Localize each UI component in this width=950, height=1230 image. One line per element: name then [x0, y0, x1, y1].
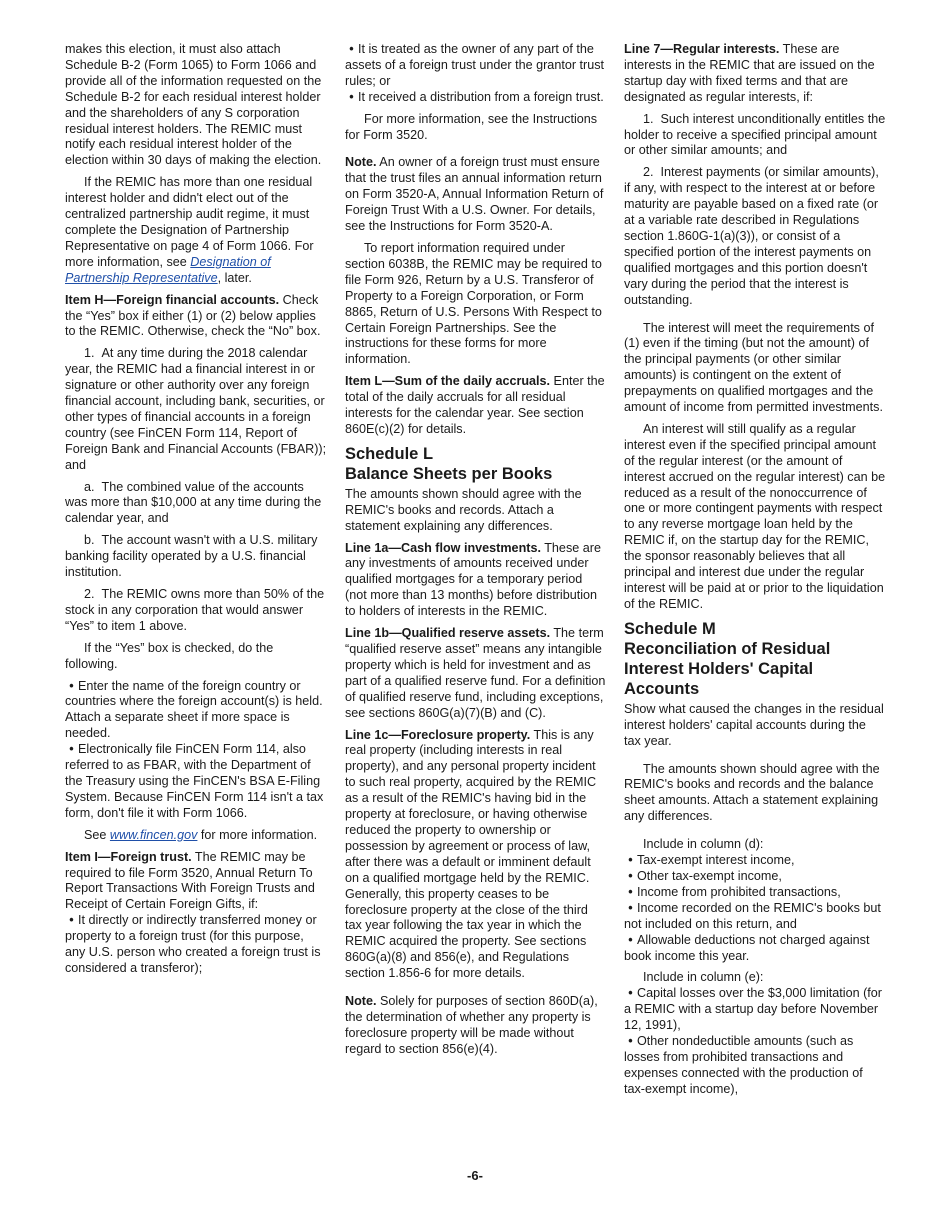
- yes-box-intro: If the “Yes” box is checked, do the following.: [65, 640, 274, 671]
- column-d-intro: Include in column (d):: [643, 837, 764, 852]
- section-6038b-paragraph: To report information required under section 6038B, the REMIC may be required to file Form 926, Return by a U.S. Transferor of Property to a Foreign Corporation, or Form 8865, Return of U.S. Persons With Respect to Certain Foreign Partnerships. See the instructions for these forms for more information.: [345, 240, 602, 367]
- line-1b-paragraph: Line 1b—Qualified reserve assets. The term “qualified reserve asset” means any intangible property which is held for investment and as part of a qualified reserve fund. For a definition of qualified reserve fund, including exceptions, see sections 860G(a)(7)(B) and (C).: [345, 626, 606, 720]
- note-label: Note.: [345, 994, 377, 1009]
- requirements-paragraph: The interest will meet the requirements of (1) even if the timing (but not the amount) of the principal payments (or other similar amounts) is contingent on the extent of prepayments on qualified mortgages and the amount of income from permitted investments.: [624, 320, 883, 415]
- partnership-rep-paragraph: If the REMIC has more than one residual interest holder and didn't elect out of the centralized partnership audit regime, it must complete the Designation of Partnership Representative on page 4 of Form 1066. For more information, see Designation of Partnership Representative, later.: [65, 175, 314, 285]
- list-item: • Other tax-exempt income,: [624, 869, 886, 885]
- item-i-heading: Item I—Foreign trust.: [65, 849, 192, 864]
- column-e-list: [624, 986, 886, 1097]
- qualify-paragraph: An interest will still qualify as a regular interest even if the specified principal amount of the regular interest (or the amount of interest accrued on the regular interest) can be reduced as a result of the nonoccurrence of one or more contingent payments with respect to any reverse mortgage loan held by the REMIC if, on the startup day for the REMIC, the sponsor reasonably believes that all principal and interest due under the regular interest will be paid at or prior to the liquidation of the REMIC.: [624, 421, 886, 611]
- column-middle: [345, 42, 607, 1064]
- list-item: • It is treated as the owner of any part of the assets of a foreign trust under the grantor trust rules; or: [345, 42, 607, 90]
- line-1c-heading: Line 1c—Foreclosure property.: [345, 727, 531, 742]
- schedule-m-intro: Show what caused the changes in the residual interest holders' capital accounts during the tax year.: [624, 701, 884, 748]
- line-7-paragraph: Line 7—Regular interests. These are interests in the REMIC that are issued on the startup day with fixed terms and that are designated as regular interests, if:: [624, 42, 875, 104]
- fincen-link[interactable]: www.fincen.gov: [109, 827, 198, 842]
- column-e-intro: Include in column (e):: [643, 970, 764, 985]
- column-d-list: [624, 853, 886, 964]
- item-h-condition-a: a. The combined value of the accounts was more than $10,000 at any time during the calendar year, and: [65, 479, 322, 526]
- election-paragraph: makes this election, it must also attach Schedule B-2 (Form 1065) to Form 1066 and provide all of the information requested on the Schedule B-2 for each residual interest holder and the shareholders of any S corporation residual interest holders. The REMIC must notify each residual interest holder of the election within 30 days of making the election.: [65, 42, 322, 168]
- agree-paragraph: The amounts shown should agree with the REMIC's books and records and the balance sheet amounts. Attach a statement explaining any differences.: [624, 761, 880, 824]
- item-l-paragraph: Item L—Sum of the daily accruals. Enter the total of the daily accruals for all residual interests for the calendar year. See section 860E(c)(2) for details.: [345, 374, 605, 436]
- item-h-paragraph: Item H—Foreign financial accounts. Check the “Yes” box if either (1) or (2) below applies to the REMIC. Otherwise, check the “No” box.: [65, 292, 321, 339]
- list-item: • Other nondeductible amounts (such as losses from prohibited transactions and expenses connected with the production of tax-exempt income),: [624, 1034, 886, 1098]
- line-1a-paragraph: Line 1a—Cash flow investments. These are any investments of amounts received under qualified mortgages for a temporary period (not more than 13 months) before distribution to holders of interests in the REMIC.: [345, 540, 601, 619]
- list-item: • It received a distribution from a foreign trust.: [345, 90, 607, 106]
- column-left: [65, 42, 327, 977]
- list-item: • Capital losses over the $3,000 limitation (for a REMIC with a startup day before November 12, 1991),: [624, 986, 886, 1034]
- designation-link[interactable]: Designation of Partnership Representative: [65, 254, 271, 285]
- note-foreign-trust: Note. An owner of a foreign trust must ensure that the trust files an annual information return on Form 3520-A, Annual Information Return of Foreign Trust With a U.S. Owner. For details, see the Instructions for Form 3520-A.: [345, 155, 604, 234]
- list-item: • Tax-exempt interest income,: [624, 853, 886, 869]
- schedule-m-heading: Schedule M Reconciliation of Residual Interest Holders' Capital Accounts: [624, 619, 831, 698]
- list-item: • Income from prohibited transactions,: [624, 885, 886, 901]
- line-7-condition-1: 1. Such interest unconditionally entitles the holder to receive a specified principal amount or other similar amounts; and: [624, 111, 886, 158]
- list-item: • Electronically file FinCEN Form 114, also referred to as FBAR, with the Department of the Treasury using the FinCEN's BSA E-Filing System. Because FinCEN Form 114 isn't a tax form, don't file it with Form 1066.: [65, 742, 327, 822]
- line-1c-paragraph: Line 1c—Foreclosure property. This is any real property (including interests in real property), and any personal property incident to such real property, acquired by the REMIC as a result of the REMIC's having bid in the property at foreclosure, or having otherwise reduced the property to ownership or possession by agreement or process of law, after there was a default or imminent default on a qualified mortgage held by the REMIC. Generally, this property ceases to be foreclosure property at the close of the third tax year following the tax year in which the REMIC acquired the property. See sections 860G(a)(8) and 856(e), and Regulations section 1.856-6 for more details.: [345, 727, 597, 981]
- list-item: • Allowable deductions not charged against book income this year.: [624, 933, 886, 965]
- list-item: • It directly or indirectly transferred money or property to a foreign trust (for this purpose, any U.S. person who created a foreign trust is considered a transferor);: [65, 913, 327, 977]
- item-h-condition-b: b. The account wasn't with a U.S. military banking facility operated by a U.S. financial institution.: [65, 533, 318, 580]
- note-foreclosure: Note. Solely for purposes of section 860D(a), the determination of whether any property is foreclosure property will be made without regard to section 856(e)(4).: [345, 994, 598, 1056]
- list-item: • Income recorded on the REMIC's books but not included on this return, and: [624, 901, 886, 933]
- line-7-condition-2: 2. Interest payments (or similar amounts), if any, with respect to the interest at or before maturity are payable based on a fixed rate (or at a variable rate described in Regulations section 1.860G-1(a)(3)), or consist of a specified portion of the interest payments on qualified mortgages and this portion doesn't vary during the period that the interest is outstanding.: [624, 165, 879, 307]
- item-h-heading: Item H—Foreign financial accounts.: [65, 292, 280, 307]
- note-label: Note.: [345, 155, 377, 170]
- item-h-condition-2: 2. The REMIC owns more than 50% of the stock in any corporation that would answer “Yes” to item 1 above.: [65, 587, 325, 633]
- fincen-paragraph: See www.fincen.gov for more information.: [84, 827, 318, 842]
- schedule-l-intro: The amounts shown should agree with the REMIC's books and records. Attach a statement explaining any differences.: [345, 486, 582, 533]
- page-number: -6-: [467, 1168, 483, 1183]
- item-i-paragraph: Item I—Foreign trust. The REMIC may be required to file Form 3520, Annual Return To Report Transactions With Foreign Trusts and Receipt of Certain Foreign Gifts, if:: [65, 849, 315, 912]
- list-item: • Enter the name of the foreign country or countries where the foreign account(s) is held. Attach a separate sheet if more space is needed.: [65, 679, 327, 743]
- item-l-heading: Item L—Sum of the daily accruals.: [345, 374, 551, 389]
- schedule-l-heading: Schedule L Balance Sheets per Books: [345, 444, 553, 483]
- column-right: [624, 42, 886, 1098]
- line-1a-heading: Line 1a—Cash flow investments.: [345, 540, 541, 555]
- line-7-heading: Line 7—Regular interests.: [624, 42, 780, 56]
- line-1b-heading: Line 1b—Qualified reserve assets.: [345, 626, 551, 641]
- item-h-condition-1: 1. At any time during the 2018 calendar year, the REMIC had a financial interest in or signature or other authority over any foreign financial account, including bank, securities, or other types of financial accounts in a foreign country (see FinCEN Form 114, Report of Foreign Bank and Financial Accounts (FBAR)); and: [65, 346, 327, 472]
- form-3520-paragraph: For more information, see the Instructions for Form 3520.: [345, 111, 598, 142]
